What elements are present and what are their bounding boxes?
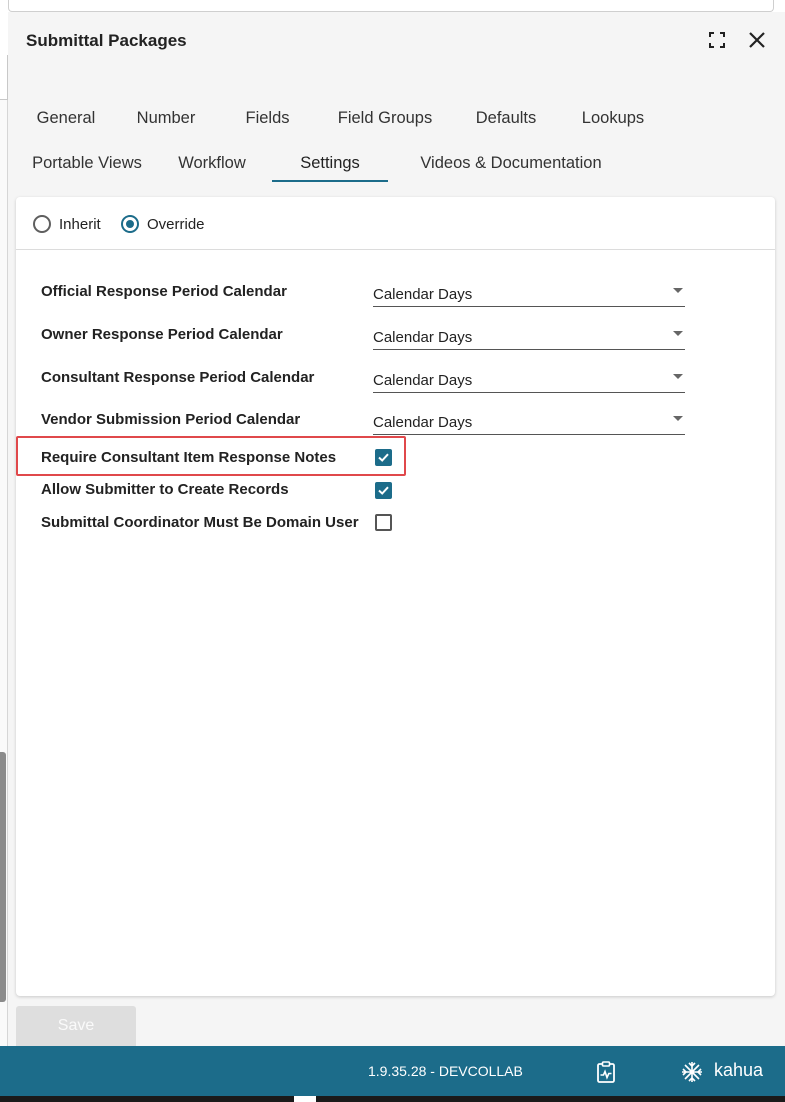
- tab-lookups[interactable]: Lookups: [581, 109, 645, 127]
- dropdown-arrow-icon: [673, 288, 683, 293]
- checkmark-icon: [376, 483, 391, 498]
- settings-card: [16, 197, 775, 996]
- official-response-period-select[interactable]: [373, 281, 685, 307]
- tab-number[interactable]: Number: [136, 109, 196, 127]
- clipboard-pulse-icon[interactable]: [596, 1061, 616, 1083]
- consultant-response-period-select[interactable]: [373, 367, 685, 393]
- inherit-label: Inherit: [59, 215, 101, 233]
- select-value: Calendar Days: [373, 329, 473, 346]
- tab-general[interactable]: General: [36, 109, 96, 127]
- vendor-submission-period-select[interactable]: [373, 409, 685, 435]
- version-label: 1.9.35.28 - DEVCOLLAB: [368, 1063, 523, 1079]
- taskbar-indicator: [294, 1096, 316, 1102]
- select-value: Calendar Days: [373, 372, 473, 389]
- dialog-title: Submittal Packages: [26, 31, 187, 50]
- inherit-radio[interactable]: [33, 214, 101, 234]
- tabs-row-2: [22, 146, 634, 182]
- taskbar-strip: [0, 1096, 785, 1102]
- footer-bar: [0, 1046, 785, 1096]
- expand-icon[interactable]: [708, 31, 726, 49]
- select-value: Calendar Days: [373, 286, 473, 303]
- tab-settings[interactable]: Settings: [272, 146, 388, 182]
- inheritance-mode-row: [16, 197, 775, 250]
- tab-fields[interactable]: Fields: [245, 109, 290, 127]
- dropdown-arrow-icon: [673, 416, 683, 421]
- background-panel-tab: [0, 55, 8, 100]
- consultant-response-period-label: Consultant Response Period Calendar: [41, 369, 315, 386]
- tab-field-groups[interactable]: Field Groups: [337, 109, 433, 127]
- owner-response-period-label: Owner Response Period Calendar: [41, 326, 283, 343]
- kahua-logo-icon: [680, 1060, 704, 1084]
- radio-selected-icon: [121, 215, 139, 233]
- dialog-header: [8, 12, 785, 68]
- radio-unselected-icon: [33, 215, 51, 233]
- official-response-period-label: Official Response Period Calendar: [41, 283, 287, 300]
- tab-portable-views[interactable]: Portable Views: [32, 154, 142, 172]
- kahua-brand-text: kahua: [714, 1060, 764, 1080]
- vendor-submission-period-label: Vendor Submission Period Calendar: [41, 411, 301, 428]
- save-button[interactable]: Save: [16, 1006, 136, 1046]
- owner-response-period-select[interactable]: [373, 324, 685, 350]
- dropdown-arrow-icon: [673, 331, 683, 336]
- settings-dialog: [8, 12, 785, 1046]
- tabs-row-1: [16, 101, 665, 137]
- override-label: Override: [147, 215, 205, 233]
- coordinator-domain-user-label: Submittal Coordinator Must Be Domain User: [41, 514, 359, 531]
- tab-defaults[interactable]: Defaults: [475, 109, 537, 127]
- override-radio[interactable]: [121, 214, 205, 234]
- coordinator-domain-user-checkbox[interactable]: [375, 514, 392, 531]
- close-icon[interactable]: [747, 30, 767, 50]
- dropdown-arrow-icon: [673, 374, 683, 379]
- tab-videos-documentation[interactable]: Videos & Documentation: [420, 154, 602, 172]
- tab-workflow[interactable]: Workflow: [178, 154, 246, 172]
- scrollbar-thumb[interactable]: [0, 752, 6, 1002]
- annotation-highlight-box: [16, 436, 406, 476]
- allow-submitter-create-checkbox[interactable]: [375, 482, 392, 499]
- background-panel-edge: [8, 0, 774, 12]
- require-consultant-notes-label: Require Consultant Item Response Notes: [41, 449, 337, 466]
- allow-submitter-create-label: Allow Submitter to Create Records: [41, 481, 289, 498]
- select-value: Calendar Days: [373, 414, 473, 431]
